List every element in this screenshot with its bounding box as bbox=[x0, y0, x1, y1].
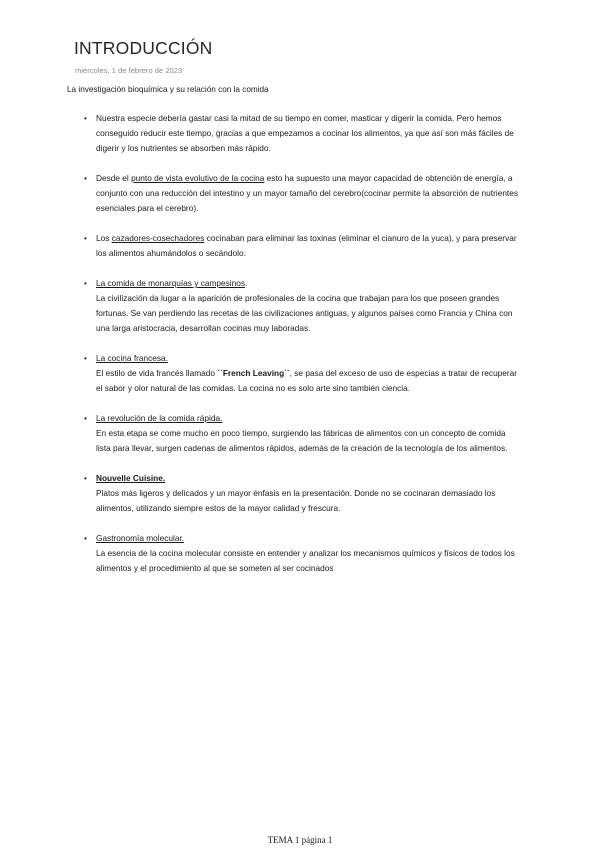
bullet-icon: • bbox=[84, 354, 87, 363]
bullet-icon: • bbox=[84, 234, 87, 243]
item-text: Platos más ligeros y delicados y un mayor énfasis en la presentación. Donde no se cocinaran demasiado los alimentos, utilizando siempre estos de la mayor calidad y frescura. bbox=[96, 488, 496, 513]
underlined-heading: punto de vista evolutivo de la cocina bbox=[131, 173, 265, 183]
page-subtitle: La investigación bioquímica y su relación con la comida bbox=[67, 85, 269, 94]
list-item bbox=[0, 351, 600, 396]
page-footer: TEMA 1 página 1 bbox=[267, 835, 333, 845]
bullet-icon: • bbox=[84, 534, 87, 543]
list-item bbox=[0, 276, 600, 336]
section-heading: La cocina francesa. bbox=[96, 353, 168, 363]
list-item bbox=[0, 111, 600, 156]
bullet-icon: • bbox=[84, 474, 87, 483]
item-text: cocinaban para eliminar las toxinas (eliminar el cianuro de la yuca), y para preservar los alimentos ahumándolos o secándolo. bbox=[96, 233, 517, 258]
item-text: . bbox=[244, 278, 248, 288]
section-heading: Gastronomía molecular. bbox=[96, 533, 185, 543]
item-text: La civilización da lugar a la aparición de profesionales de la cocina que trabajan para los que poseen grandes fortunas. Se van perdiendo las recetas de las civilizaciones antiguas, y algunos países como Francia y China con una larga aristocracia, desarrollan cocinas muy laboradas. bbox=[96, 293, 513, 333]
note-bullet-list bbox=[0, 111, 600, 591]
section-heading: La revolución de la comida rápida. bbox=[96, 413, 223, 423]
list-item bbox=[0, 231, 600, 261]
section-heading: La comida de monarquías y campesinos bbox=[96, 278, 245, 288]
bullet-icon: • bbox=[84, 174, 87, 183]
underlined-heading: cazadores-cosechadores bbox=[111, 233, 205, 243]
bullet-icon: • bbox=[84, 114, 87, 123]
list-item bbox=[0, 171, 600, 216]
bullet-icon: • bbox=[84, 279, 87, 288]
item-text: Desde el bbox=[96, 173, 132, 183]
page-title: INTRODUCCIÓN bbox=[74, 38, 213, 58]
list-item bbox=[0, 411, 600, 456]
item-text: La esencia de la cocina molecular consiste en entender y analizar los mecanismos químicos y físicos de todos los alimentos y el procedimiento al que se someten al ser cocinados bbox=[96, 548, 515, 573]
item-text: En esta etapa se come mucho en poco tiempo, surgiendo las fábricas de alimentos con un concepto de comida lista para llevar, surgen cadenas de alimentos rápidos, además de la creación de la tecnología de los alimentos. bbox=[96, 428, 508, 453]
list-item bbox=[0, 471, 600, 516]
item-text: esto ha supuesto una mayor capacidad de obtención de energía, a conjunto con una reducción del intestino y un mayor tamaño del cerebro(cocinar permite la absorción de nutrientes esenciales para el cerebro). bbox=[96, 173, 518, 213]
section-heading: Nouvelle Cuisine. bbox=[96, 473, 166, 483]
item-text: Los bbox=[96, 233, 112, 243]
item-text: Nuestra especie debería gastar casi la mitad de su tiempo en comer, masticar y digerir la comida. Pero hemos conseguido reducir este tiempo, gracias a que empezamos a cocinar los alimentos, ya que así son más fáciles de digerir y los nutrientes se absorben más rápido. bbox=[96, 113, 514, 153]
item-text: , se pasa del exceso de uso de especias a tratar de recuperar el sabor y olor natural de las comidas. La cocina no es solo arte sino también ciencia. bbox=[96, 368, 518, 393]
list-item bbox=[0, 531, 600, 576]
page-date: miércoles, 1 de febrero de 2023 bbox=[75, 66, 183, 75]
bullet-icon: • bbox=[84, 414, 87, 423]
item-text: El estilo de vida francés llamado bbox=[96, 368, 218, 378]
bold-term: ´´French Leaving`` bbox=[217, 368, 290, 378]
